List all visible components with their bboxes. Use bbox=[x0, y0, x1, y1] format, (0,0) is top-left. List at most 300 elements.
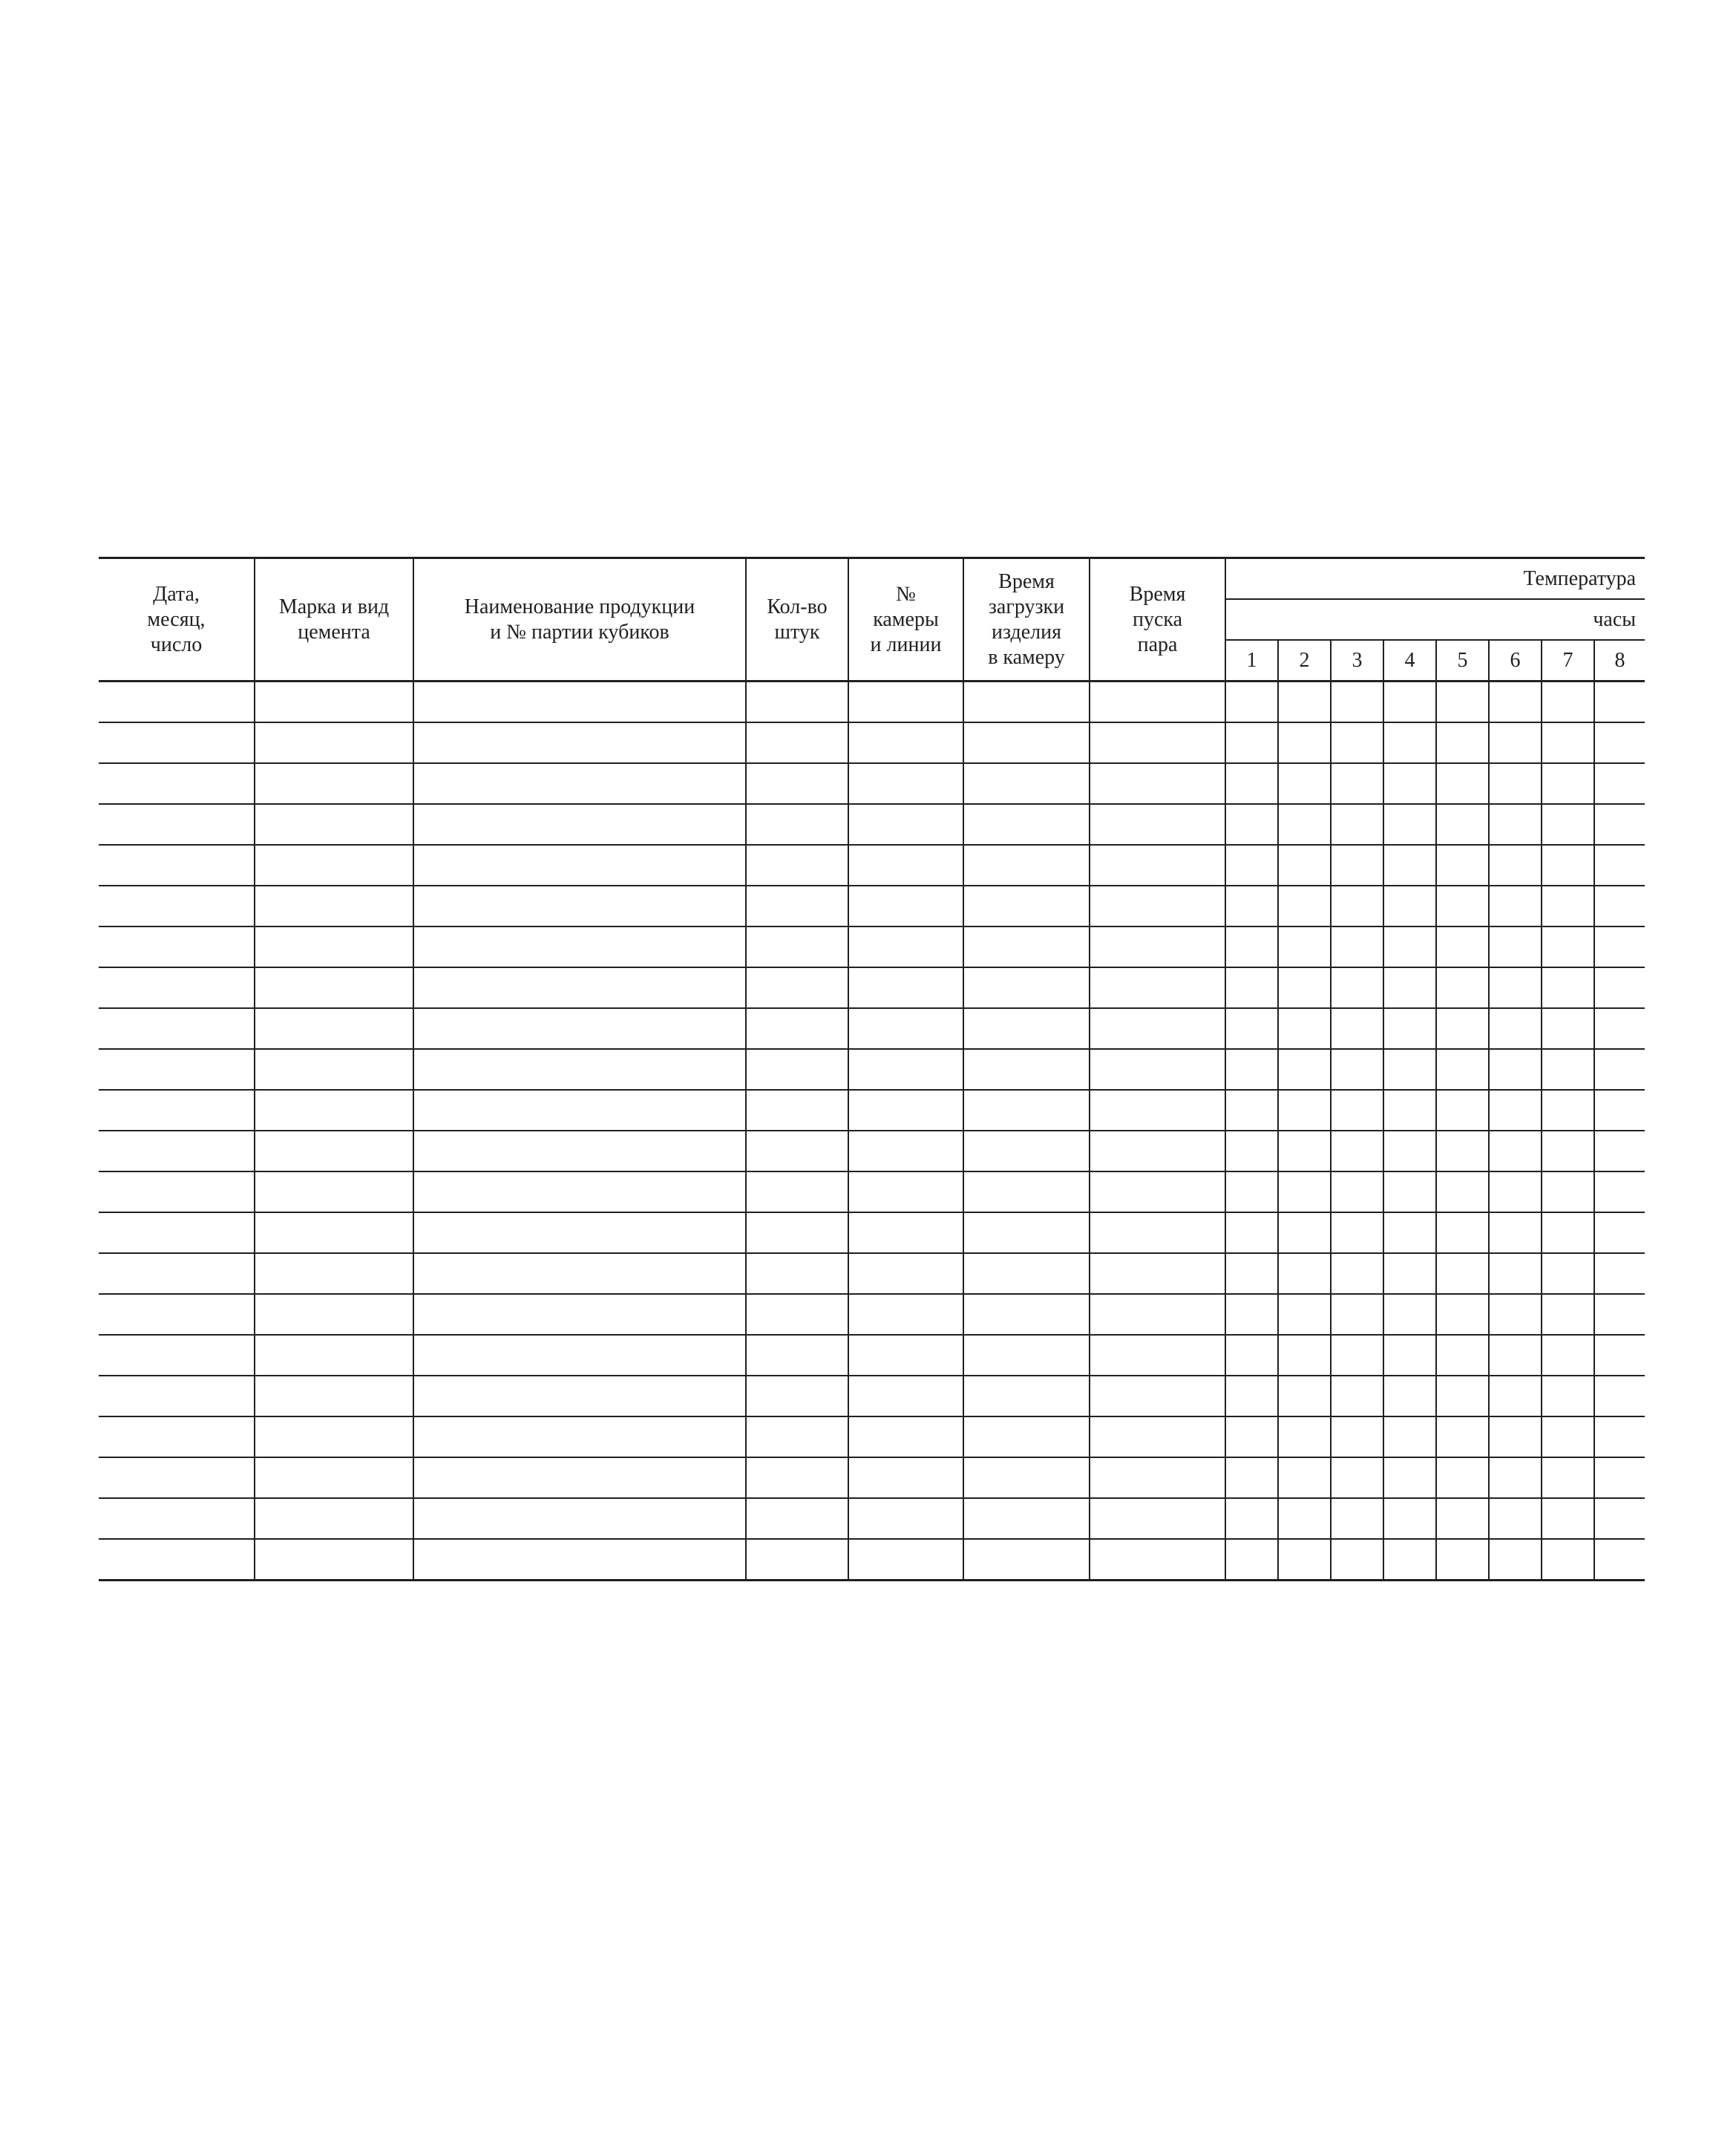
table-cell[interactable] bbox=[99, 1049, 255, 1090]
table-cell[interactable] bbox=[1542, 926, 1594, 967]
table-cell[interactable] bbox=[1383, 1335, 1436, 1376]
table-cell[interactable] bbox=[413, 1335, 746, 1376]
table-cell[interactable] bbox=[413, 722, 746, 763]
table-cell[interactable] bbox=[848, 1457, 963, 1498]
table-cell[interactable] bbox=[413, 1212, 746, 1253]
table-cell[interactable] bbox=[1542, 1539, 1594, 1581]
table-cell[interactable] bbox=[1278, 804, 1331, 845]
table-cell[interactable] bbox=[1331, 1335, 1383, 1376]
table-cell[interactable] bbox=[1542, 763, 1594, 804]
table-cell[interactable] bbox=[746, 1049, 848, 1090]
table-cell[interactable] bbox=[1278, 1171, 1331, 1212]
table-cell[interactable] bbox=[255, 1131, 413, 1171]
table-cell[interactable] bbox=[746, 886, 848, 926]
table-cell[interactable] bbox=[255, 1335, 413, 1376]
table-cell[interactable] bbox=[1225, 682, 1278, 723]
table-cell[interactable] bbox=[99, 845, 255, 886]
table-cell[interactable] bbox=[1542, 845, 1594, 886]
table-cell[interactable] bbox=[1278, 682, 1331, 723]
table-cell[interactable] bbox=[99, 886, 255, 926]
table-cell[interactable] bbox=[1225, 1253, 1278, 1294]
table-cell[interactable] bbox=[1436, 1212, 1489, 1253]
table-cell[interactable] bbox=[848, 722, 963, 763]
table-cell[interactable] bbox=[848, 682, 963, 723]
table-cell[interactable] bbox=[1383, 1294, 1436, 1335]
table-cell[interactable] bbox=[1090, 1008, 1225, 1049]
table-cell[interactable] bbox=[1594, 1212, 1645, 1253]
table-cell[interactable] bbox=[99, 1090, 255, 1131]
table-cell[interactable] bbox=[413, 886, 746, 926]
table-cell[interactable] bbox=[1383, 763, 1436, 804]
table-cell[interactable] bbox=[1489, 682, 1542, 723]
table-cell[interactable] bbox=[848, 1539, 963, 1581]
table-cell[interactable] bbox=[1489, 1539, 1542, 1581]
table-cell[interactable] bbox=[746, 722, 848, 763]
table-cell[interactable] bbox=[1489, 886, 1542, 926]
table-cell[interactable] bbox=[848, 1008, 963, 1049]
table-cell[interactable] bbox=[746, 1212, 848, 1253]
table-cell[interactable] bbox=[1542, 1376, 1594, 1416]
table-cell[interactable] bbox=[1278, 722, 1331, 763]
table-cell[interactable] bbox=[413, 1498, 746, 1539]
table-cell[interactable] bbox=[1331, 1457, 1383, 1498]
table-cell[interactable] bbox=[746, 1294, 848, 1335]
table-cell[interactable] bbox=[1225, 1212, 1278, 1253]
table-cell[interactable] bbox=[255, 682, 413, 723]
table-cell[interactable] bbox=[848, 845, 963, 886]
table-cell[interactable] bbox=[1225, 967, 1278, 1008]
table-cell[interactable] bbox=[1383, 1212, 1436, 1253]
table-cell[interactable] bbox=[1542, 804, 1594, 845]
table-cell[interactable] bbox=[1436, 926, 1489, 967]
table-cell[interactable] bbox=[1225, 1457, 1278, 1498]
table-cell[interactable] bbox=[255, 1539, 413, 1581]
table-cell[interactable] bbox=[1383, 1376, 1436, 1416]
table-cell[interactable] bbox=[99, 763, 255, 804]
table-cell[interactable] bbox=[1594, 1376, 1645, 1416]
table-cell[interactable] bbox=[1489, 1212, 1542, 1253]
table-cell[interactable] bbox=[746, 1539, 848, 1581]
table-cell[interactable] bbox=[1090, 1049, 1225, 1090]
table-cell[interactable] bbox=[1090, 1457, 1225, 1498]
table-cell[interactable] bbox=[413, 926, 746, 967]
table-cell[interactable] bbox=[99, 1539, 255, 1581]
table-cell[interactable] bbox=[1331, 722, 1383, 763]
table-cell[interactable] bbox=[413, 1090, 746, 1131]
table-cell[interactable] bbox=[1278, 1539, 1331, 1581]
table-cell[interactable] bbox=[255, 1376, 413, 1416]
table-cell[interactable] bbox=[1436, 1335, 1489, 1376]
table-cell[interactable] bbox=[413, 1171, 746, 1212]
table-cell[interactable] bbox=[1331, 1416, 1383, 1457]
table-cell[interactable] bbox=[1436, 1090, 1489, 1131]
table-cell[interactable] bbox=[1489, 722, 1542, 763]
table-cell[interactable] bbox=[1225, 1539, 1278, 1581]
table-cell[interactable] bbox=[1331, 886, 1383, 926]
table-cell[interactable] bbox=[963, 1498, 1090, 1539]
table-cell[interactable] bbox=[1594, 1131, 1645, 1171]
table-cell[interactable] bbox=[1383, 1049, 1436, 1090]
table-cell[interactable] bbox=[848, 1090, 963, 1131]
table-cell[interactable] bbox=[1383, 1253, 1436, 1294]
table-cell[interactable] bbox=[1436, 1457, 1489, 1498]
table-cell[interactable] bbox=[1225, 845, 1278, 886]
table-cell[interactable] bbox=[1278, 1335, 1331, 1376]
table-cell[interactable] bbox=[1594, 1457, 1645, 1498]
table-cell[interactable] bbox=[413, 1416, 746, 1457]
table-cell[interactable] bbox=[1594, 1416, 1645, 1457]
table-cell[interactable] bbox=[1542, 1049, 1594, 1090]
table-cell[interactable] bbox=[1594, 967, 1645, 1008]
table-cell[interactable] bbox=[963, 1376, 1090, 1416]
table-cell[interactable] bbox=[963, 1049, 1090, 1090]
table-cell[interactable] bbox=[1436, 1294, 1489, 1335]
table-cell[interactable] bbox=[1594, 1335, 1645, 1376]
table-cell[interactable] bbox=[99, 1171, 255, 1212]
table-cell[interactable] bbox=[848, 1049, 963, 1090]
table-cell[interactable] bbox=[255, 1294, 413, 1335]
table-cell[interactable] bbox=[1331, 1049, 1383, 1090]
table-cell[interactable] bbox=[1383, 1090, 1436, 1131]
table-cell[interactable] bbox=[413, 682, 746, 723]
table-cell[interactable] bbox=[848, 1498, 963, 1539]
table-cell[interactable] bbox=[1489, 1090, 1542, 1131]
table-cell[interactable] bbox=[1331, 967, 1383, 1008]
table-cell[interactable] bbox=[1331, 804, 1383, 845]
table-cell[interactable] bbox=[963, 682, 1090, 723]
table-cell[interactable] bbox=[1489, 1457, 1542, 1498]
table-cell[interactable] bbox=[963, 845, 1090, 886]
table-cell[interactable] bbox=[99, 1253, 255, 1294]
table-cell[interactable] bbox=[1090, 1416, 1225, 1457]
table-cell[interactable] bbox=[1542, 967, 1594, 1008]
table-cell[interactable] bbox=[1278, 1457, 1331, 1498]
table-cell[interactable] bbox=[1542, 682, 1594, 723]
table-cell[interactable] bbox=[1225, 1171, 1278, 1212]
table-cell[interactable] bbox=[1331, 1131, 1383, 1171]
table-cell[interactable] bbox=[1489, 1008, 1542, 1049]
table-cell[interactable] bbox=[746, 1171, 848, 1212]
table-cell[interactable] bbox=[1436, 1539, 1489, 1581]
table-cell[interactable] bbox=[963, 1294, 1090, 1335]
table-cell[interactable] bbox=[1542, 1131, 1594, 1171]
table-cell[interactable] bbox=[1278, 886, 1331, 926]
table-cell[interactable] bbox=[963, 1539, 1090, 1581]
table-cell[interactable] bbox=[255, 1498, 413, 1539]
table-cell[interactable] bbox=[1489, 1253, 1542, 1294]
table-cell[interactable] bbox=[1594, 1171, 1645, 1212]
table-cell[interactable] bbox=[99, 682, 255, 723]
table-cell[interactable] bbox=[1225, 886, 1278, 926]
table-cell[interactable] bbox=[99, 804, 255, 845]
table-cell[interactable] bbox=[413, 1539, 746, 1581]
table-cell[interactable] bbox=[1489, 763, 1542, 804]
table-cell[interactable] bbox=[1225, 804, 1278, 845]
table-cell[interactable] bbox=[1383, 845, 1436, 886]
table-cell[interactable] bbox=[746, 967, 848, 1008]
table-cell[interactable] bbox=[1225, 763, 1278, 804]
table-cell[interactable] bbox=[255, 763, 413, 804]
table-cell[interactable] bbox=[746, 1457, 848, 1498]
table-cell[interactable] bbox=[1383, 1131, 1436, 1171]
table-cell[interactable] bbox=[1090, 1090, 1225, 1131]
table-cell[interactable] bbox=[1225, 1008, 1278, 1049]
table-cell[interactable] bbox=[1090, 1376, 1225, 1416]
table-cell[interactable] bbox=[1090, 1335, 1225, 1376]
table-cell[interactable] bbox=[1331, 926, 1383, 967]
table-cell[interactable] bbox=[1278, 926, 1331, 967]
table-cell[interactable] bbox=[99, 1212, 255, 1253]
table-cell[interactable] bbox=[413, 967, 746, 1008]
table-cell[interactable] bbox=[1542, 1416, 1594, 1457]
table-cell[interactable] bbox=[1090, 1498, 1225, 1539]
table-cell[interactable] bbox=[1383, 1171, 1436, 1212]
table-cell[interactable] bbox=[255, 1212, 413, 1253]
table-cell[interactable] bbox=[848, 1376, 963, 1416]
table-cell[interactable] bbox=[413, 1253, 746, 1294]
table-cell[interactable] bbox=[746, 1008, 848, 1049]
table-cell[interactable] bbox=[1436, 722, 1489, 763]
table-cell[interactable] bbox=[1278, 1498, 1331, 1539]
table-cell[interactable] bbox=[1542, 1090, 1594, 1131]
table-cell[interactable] bbox=[1594, 1498, 1645, 1539]
table-cell[interactable] bbox=[1542, 1335, 1594, 1376]
table-cell[interactable] bbox=[1225, 1131, 1278, 1171]
table-cell[interactable] bbox=[963, 763, 1090, 804]
table-cell[interactable] bbox=[1278, 1294, 1331, 1335]
table-cell[interactable] bbox=[1436, 1008, 1489, 1049]
table-cell[interactable] bbox=[1331, 1539, 1383, 1581]
table-cell[interactable] bbox=[1331, 1376, 1383, 1416]
table-cell[interactable] bbox=[1489, 1171, 1542, 1212]
table-cell[interactable] bbox=[1489, 1049, 1542, 1090]
table-cell[interactable] bbox=[1278, 1049, 1331, 1090]
table-cell[interactable] bbox=[1090, 1171, 1225, 1212]
table-cell[interactable] bbox=[1331, 1253, 1383, 1294]
table-cell[interactable] bbox=[1225, 1090, 1278, 1131]
table-cell[interactable] bbox=[1594, 1049, 1645, 1090]
table-cell[interactable] bbox=[1594, 682, 1645, 723]
table-cell[interactable] bbox=[746, 926, 848, 967]
table-cell[interactable] bbox=[1542, 1498, 1594, 1539]
table-cell[interactable] bbox=[1331, 763, 1383, 804]
table-cell[interactable] bbox=[413, 1131, 746, 1171]
table-cell[interactable] bbox=[1278, 967, 1331, 1008]
table-cell[interactable] bbox=[746, 845, 848, 886]
table-cell[interactable] bbox=[1383, 1539, 1436, 1581]
table-cell[interactable] bbox=[1489, 967, 1542, 1008]
table-cell[interactable] bbox=[1489, 1498, 1542, 1539]
table-cell[interactable] bbox=[1542, 1008, 1594, 1049]
table-cell[interactable] bbox=[413, 1294, 746, 1335]
table-cell[interactable] bbox=[1436, 1376, 1489, 1416]
table-cell[interactable] bbox=[1225, 1416, 1278, 1457]
table-cell[interactable] bbox=[1278, 1131, 1331, 1171]
table-cell[interactable] bbox=[1594, 886, 1645, 926]
table-cell[interactable] bbox=[848, 804, 963, 845]
table-cell[interactable] bbox=[1278, 1008, 1331, 1049]
table-cell[interactable] bbox=[848, 1253, 963, 1294]
table-cell[interactable] bbox=[255, 1008, 413, 1049]
table-cell[interactable] bbox=[1331, 1171, 1383, 1212]
table-cell[interactable] bbox=[1278, 1416, 1331, 1457]
table-cell[interactable] bbox=[1090, 763, 1225, 804]
table-cell[interactable] bbox=[1436, 1253, 1489, 1294]
table-cell[interactable] bbox=[99, 1416, 255, 1457]
table-cell[interactable] bbox=[1436, 1416, 1489, 1457]
table-cell[interactable] bbox=[746, 682, 848, 723]
table-cell[interactable] bbox=[963, 1090, 1090, 1131]
table-cell[interactable] bbox=[963, 1212, 1090, 1253]
table-cell[interactable] bbox=[1594, 1294, 1645, 1335]
table-cell[interactable] bbox=[1436, 682, 1489, 723]
table-cell[interactable] bbox=[963, 967, 1090, 1008]
table-cell[interactable] bbox=[413, 804, 746, 845]
table-cell[interactable] bbox=[1331, 845, 1383, 886]
table-cell[interactable] bbox=[1594, 763, 1645, 804]
table-cell[interactable] bbox=[1331, 1294, 1383, 1335]
table-cell[interactable] bbox=[1594, 845, 1645, 886]
table-cell[interactable] bbox=[1090, 682, 1225, 723]
table-cell[interactable] bbox=[1331, 1498, 1383, 1539]
table-cell[interactable] bbox=[255, 967, 413, 1008]
table-cell[interactable] bbox=[1489, 804, 1542, 845]
table-cell[interactable] bbox=[413, 1376, 746, 1416]
table-cell[interactable] bbox=[1383, 804, 1436, 845]
table-cell[interactable] bbox=[99, 722, 255, 763]
table-cell[interactable] bbox=[1090, 845, 1225, 886]
table-cell[interactable] bbox=[1383, 682, 1436, 723]
table-cell[interactable] bbox=[1594, 1008, 1645, 1049]
table-cell[interactable] bbox=[963, 1335, 1090, 1376]
table-cell[interactable] bbox=[1383, 886, 1436, 926]
table-cell[interactable] bbox=[746, 804, 848, 845]
table-cell[interactable] bbox=[1436, 967, 1489, 1008]
table-cell[interactable] bbox=[1594, 1090, 1645, 1131]
table-cell[interactable] bbox=[1594, 1253, 1645, 1294]
table-cell[interactable] bbox=[1278, 1376, 1331, 1416]
table-cell[interactable] bbox=[1331, 682, 1383, 723]
table-cell[interactable] bbox=[1436, 763, 1489, 804]
table-cell[interactable] bbox=[255, 926, 413, 967]
table-cell[interactable] bbox=[1594, 804, 1645, 845]
table-cell[interactable] bbox=[1090, 1539, 1225, 1581]
table-cell[interactable] bbox=[963, 1008, 1090, 1049]
table-cell[interactable] bbox=[1542, 1457, 1594, 1498]
table-cell[interactable] bbox=[1278, 1212, 1331, 1253]
table-cell[interactable] bbox=[746, 1416, 848, 1457]
table-cell[interactable] bbox=[1542, 1253, 1594, 1294]
table-cell[interactable] bbox=[255, 1090, 413, 1131]
table-cell[interactable] bbox=[413, 763, 746, 804]
table-cell[interactable] bbox=[848, 763, 963, 804]
table-cell[interactable] bbox=[1542, 886, 1594, 926]
table-cell[interactable] bbox=[99, 967, 255, 1008]
table-cell[interactable] bbox=[1383, 1008, 1436, 1049]
table-cell[interactable] bbox=[99, 1131, 255, 1171]
table-cell[interactable] bbox=[1090, 804, 1225, 845]
table-cell[interactable] bbox=[255, 1457, 413, 1498]
table-cell[interactable] bbox=[963, 1131, 1090, 1171]
table-cell[interactable] bbox=[255, 1253, 413, 1294]
table-cell[interactable] bbox=[963, 886, 1090, 926]
table-cell[interactable] bbox=[746, 1131, 848, 1171]
table-cell[interactable] bbox=[1594, 1539, 1645, 1581]
table-cell[interactable] bbox=[848, 1294, 963, 1335]
table-cell[interactable] bbox=[255, 1049, 413, 1090]
table-cell[interactable] bbox=[1090, 1253, 1225, 1294]
table-cell[interactable] bbox=[1594, 722, 1645, 763]
table-cell[interactable] bbox=[1331, 1090, 1383, 1131]
table-cell[interactable] bbox=[1090, 1294, 1225, 1335]
table-cell[interactable] bbox=[963, 1457, 1090, 1498]
table-cell[interactable] bbox=[1489, 1294, 1542, 1335]
table-cell[interactable] bbox=[848, 1416, 963, 1457]
table-cell[interactable] bbox=[848, 967, 963, 1008]
table-cell[interactable] bbox=[963, 722, 1090, 763]
table-cell[interactable] bbox=[1542, 1171, 1594, 1212]
table-cell[interactable] bbox=[963, 1253, 1090, 1294]
table-cell[interactable] bbox=[99, 1335, 255, 1376]
table-cell[interactable] bbox=[1383, 1457, 1436, 1498]
table-cell[interactable] bbox=[963, 1416, 1090, 1457]
table-cell[interactable] bbox=[1436, 1498, 1489, 1539]
table-cell[interactable] bbox=[1225, 1049, 1278, 1090]
table-cell[interactable] bbox=[746, 1376, 848, 1416]
table-cell[interactable] bbox=[255, 722, 413, 763]
table-cell[interactable] bbox=[99, 1294, 255, 1335]
table-cell[interactable] bbox=[1225, 1294, 1278, 1335]
table-cell[interactable] bbox=[1090, 926, 1225, 967]
table-cell[interactable] bbox=[1278, 1253, 1331, 1294]
table-cell[interactable] bbox=[1436, 1049, 1489, 1090]
table-cell[interactable] bbox=[1436, 886, 1489, 926]
table-cell[interactable] bbox=[848, 1171, 963, 1212]
table-cell[interactable] bbox=[1090, 967, 1225, 1008]
table-cell[interactable] bbox=[99, 1376, 255, 1416]
table-cell[interactable] bbox=[848, 1131, 963, 1171]
table-cell[interactable] bbox=[1225, 722, 1278, 763]
table-cell[interactable] bbox=[1225, 1335, 1278, 1376]
table-cell[interactable] bbox=[1225, 1376, 1278, 1416]
table-cell[interactable] bbox=[1278, 1090, 1331, 1131]
table-cell[interactable] bbox=[99, 926, 255, 967]
table-cell[interactable] bbox=[963, 926, 1090, 967]
table-cell[interactable] bbox=[1090, 722, 1225, 763]
table-cell[interactable] bbox=[848, 1335, 963, 1376]
table-cell[interactable] bbox=[99, 1498, 255, 1539]
table-cell[interactable] bbox=[1383, 967, 1436, 1008]
table-cell[interactable] bbox=[1436, 1131, 1489, 1171]
table-cell[interactable] bbox=[255, 886, 413, 926]
table-cell[interactable] bbox=[99, 1457, 255, 1498]
table-cell[interactable] bbox=[1489, 1131, 1542, 1171]
table-cell[interactable] bbox=[1436, 804, 1489, 845]
table-cell[interactable] bbox=[1383, 722, 1436, 763]
table-cell[interactable] bbox=[413, 1457, 746, 1498]
table-cell[interactable] bbox=[746, 763, 848, 804]
table-cell[interactable] bbox=[1542, 1212, 1594, 1253]
table-cell[interactable] bbox=[1278, 845, 1331, 886]
table-cell[interactable] bbox=[1090, 1212, 1225, 1253]
table-cell[interactable] bbox=[1489, 926, 1542, 967]
table-cell[interactable] bbox=[1331, 1008, 1383, 1049]
table-cell[interactable] bbox=[1383, 1498, 1436, 1539]
table-cell[interactable] bbox=[746, 1498, 848, 1539]
table-cell[interactable] bbox=[1542, 722, 1594, 763]
table-cell[interactable] bbox=[413, 1049, 746, 1090]
table-cell[interactable] bbox=[255, 804, 413, 845]
